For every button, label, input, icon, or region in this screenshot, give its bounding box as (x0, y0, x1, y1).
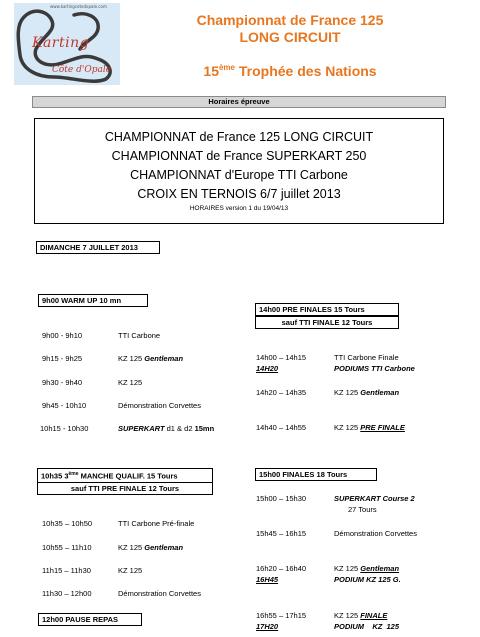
manche-b: MANCHE QUALIF. 15 Tours (78, 471, 178, 481)
horaires-bar: Horaires épreuve (32, 96, 446, 108)
championship-title-box (34, 118, 444, 224)
row-label: Démonstration Corvettes (118, 589, 201, 598)
manche-qualif-sub: sauf TTI PRE FINALE 12 Tours (37, 482, 213, 495)
row-label: TTI Carbone (118, 331, 161, 340)
row-label-plain: KZ 125 (334, 564, 361, 573)
title-line-1: CHAMPIONNAT de France 125 LONG CIRCUIT (104, 130, 374, 144)
header-trophee (130, 63, 450, 79)
row-label: KZ 125 (118, 566, 143, 575)
row-label: KZ 125 (118, 378, 143, 387)
trophee-number: 15 (203, 63, 219, 79)
row-label-em: SUPERKART (118, 424, 165, 433)
row-time: 11h30 – 12h00 (42, 589, 92, 598)
prefinales-heading: 14h00 PRE FINALES 15 Tours (255, 303, 399, 316)
prefinales-sub: sauf TTI FINALE 12 Tours (255, 316, 399, 329)
manche-a: 10h35 3 (41, 471, 69, 481)
row-label (118, 543, 183, 553)
row-label (118, 424, 214, 434)
row-label (334, 423, 405, 433)
row-label (334, 611, 387, 621)
row-label-em: Gentleman (360, 564, 400, 573)
row-label-plain: KZ 125 (334, 388, 361, 397)
pause-repas-heading: 12h00 PAUSE REPAS (38, 613, 142, 626)
version-line: HORAIRES version 1 du 19/04/13 (189, 205, 289, 212)
row-time: 15h45 – 16h15 (256, 529, 307, 538)
header-line-2: LONG CIRCUIT (239, 29, 341, 45)
row-label: TTI Carbone Pré-finale (118, 519, 195, 528)
row-time: 16h55 – 17h15 (256, 611, 307, 620)
row-label-plain: KZ 125 (118, 354, 145, 363)
row-label-em: PRE FINALE (360, 423, 405, 432)
row-time: 11h15 – 11h30 (42, 566, 91, 575)
title-line-3: CHAMPIONNAT d'Europe TTI Carbone (130, 168, 348, 182)
row-time: 9h15 - 9h25 (42, 354, 83, 363)
row-time: 15h00 – 15h30 (256, 494, 307, 503)
row-time: 14H20 (256, 364, 279, 373)
row-time: 9h30 - 9h40 (42, 378, 83, 387)
row-time: 9h00 - 9h10 (42, 331, 83, 340)
logo-url: www.kartingcotedopale.com (50, 4, 107, 9)
trophee-label: Trophée des Nations (235, 63, 377, 79)
row-label (334, 388, 399, 398)
row-label: SUPERKART Course 2 (334, 494, 415, 503)
row-label (118, 354, 183, 364)
row-label: PODIUM KZ 125 G. (334, 575, 401, 584)
row-label-plain: KZ 125 (118, 543, 145, 552)
row-time: 14h20 – 14h35 (256, 388, 307, 397)
row-time: 17H20 (256, 622, 279, 631)
row-label: Démonstration Corvettes (118, 401, 201, 410)
row-label (334, 564, 399, 574)
manche-qualif-heading (37, 468, 213, 483)
row-label-plain: KZ 125 (334, 423, 361, 432)
row-label: Démonstration Corvettes (334, 529, 417, 538)
row-time: 10h15 - 10h30 (40, 424, 89, 433)
row-label-plain: KZ 125 (334, 611, 361, 620)
row-time: 16h20 – 16h40 (256, 564, 307, 573)
row-label-plain: d1 & d2 (164, 424, 195, 433)
row-label: PODIUM KZ 125 (334, 622, 400, 631)
row-label-em: FINALE (360, 611, 388, 620)
row-label: TTI Carbone Finale (334, 353, 399, 362)
row-time: 10h55 – 11h10 (42, 543, 92, 552)
row-time: 14h40 – 14h55 (256, 423, 307, 432)
logo-karting-text: Karting (32, 35, 90, 51)
logo-cote-text: Côte d'Opale (52, 65, 112, 75)
karting-cote-opale-logo (14, 3, 120, 85)
day-heading: DIMANCHE 7 JUILLET 2013 (36, 241, 160, 254)
row-label-em: Gentleman (360, 388, 400, 397)
row-time: 9h45 - 10h10 (42, 401, 87, 410)
row-time: 16H45 (256, 575, 279, 584)
trophee-sup: ème (218, 63, 235, 72)
row-label-em: Gentleman (144, 354, 184, 363)
row-label-bold: 15mn (194, 424, 215, 433)
row-time: 14h00 – 14h15 (256, 353, 307, 362)
warmup-heading: 9h00 WARM UP 10 mn (38, 294, 148, 307)
manche-sup: ème (68, 471, 79, 477)
row-label-em: Gentleman (144, 543, 184, 552)
title-line-4: CROIX EN TERNOIS 6/7 juillet 2013 (137, 187, 341, 201)
row-label: PODIUMS TTI Carbone (334, 364, 415, 373)
row-time: 10h35 – 10h50 (42, 519, 93, 528)
row-label: 27 Tours (348, 505, 377, 514)
title-line-2: CHAMPIONNAT de France SUPERKART 250 (111, 149, 367, 163)
finales-heading: 15h00 FINALES 18 Tours (255, 468, 377, 481)
header-line-1: Championnat de France 125 (196, 12, 384, 28)
